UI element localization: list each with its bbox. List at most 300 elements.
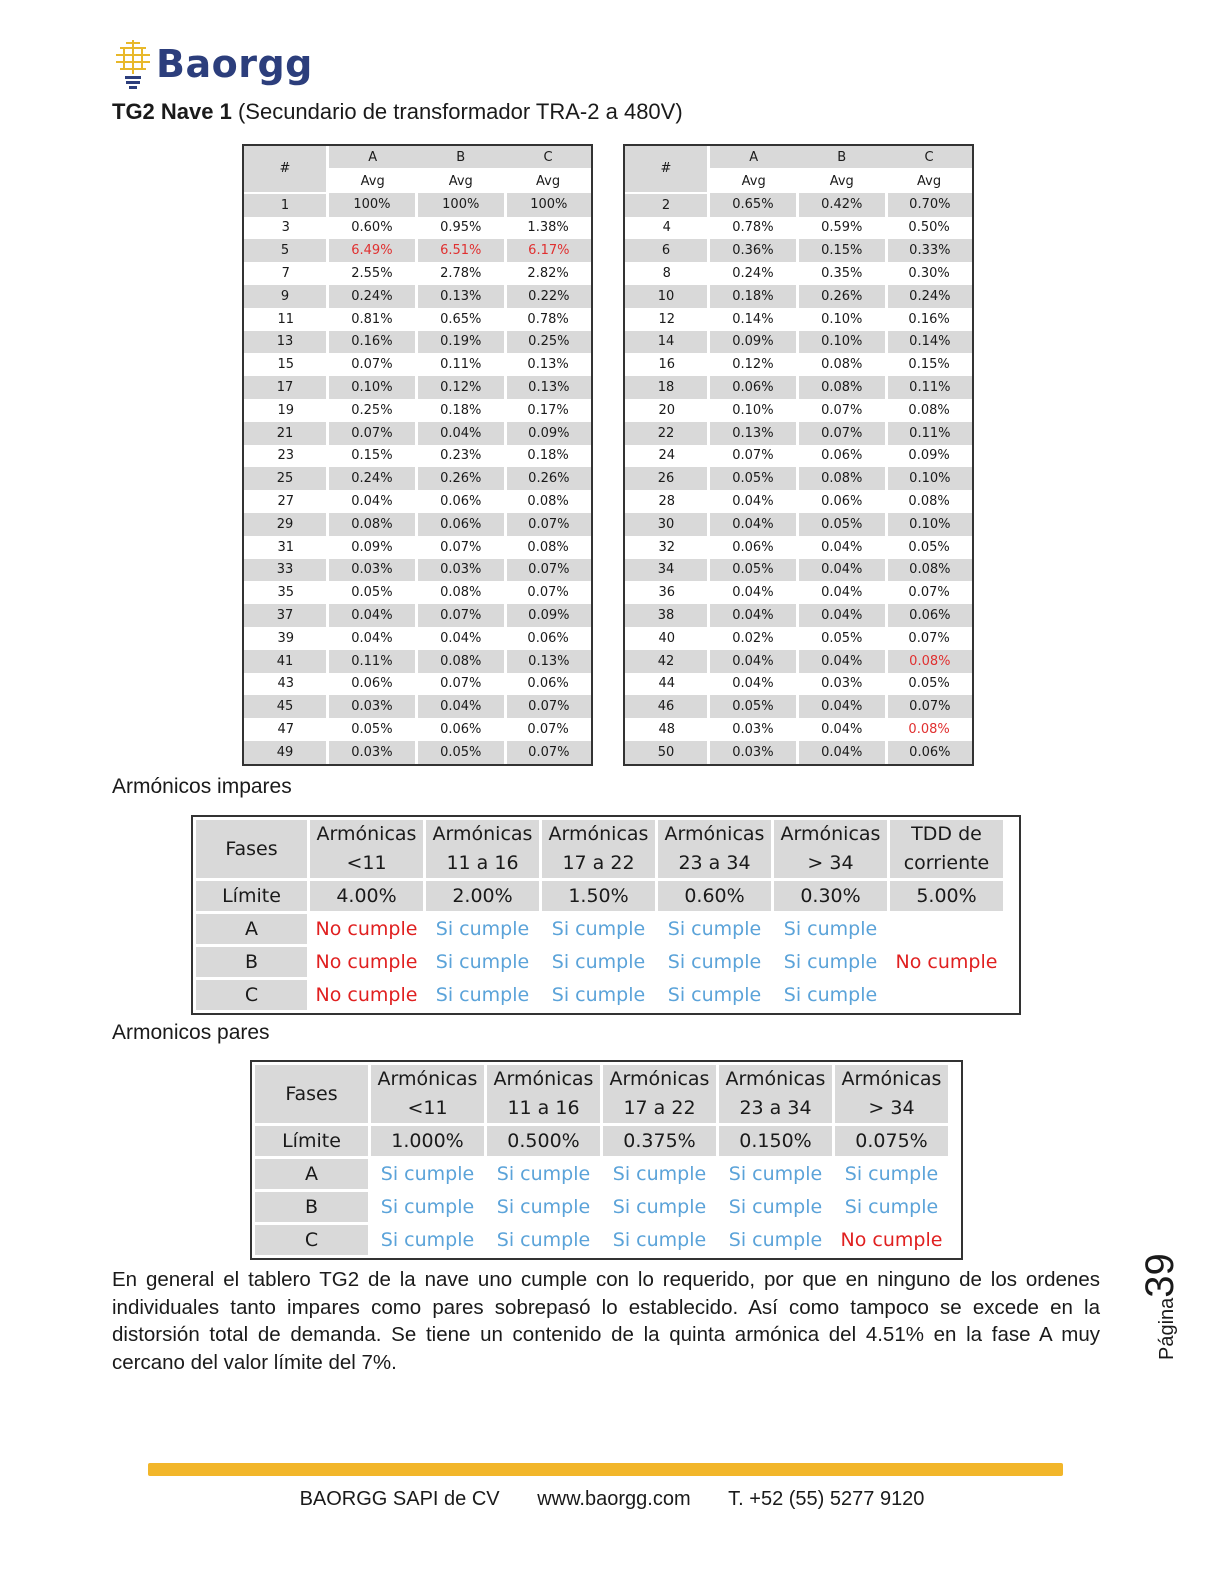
harmonic-value: 0.05%	[351, 722, 393, 738]
table-row	[625, 673, 972, 696]
phase-header: B	[797, 146, 886, 169]
harmonic-value: 0.26%	[416, 467, 505, 490]
harmonic-order: 26	[625, 467, 709, 490]
range-header	[371, 1065, 484, 1123]
harmonic-order: 45	[244, 695, 328, 718]
harmonic-value: 0.04%	[797, 604, 886, 627]
harmonic-value: 0.08%	[797, 376, 886, 399]
harmonic-value: 6.49%	[328, 239, 417, 262]
harmonic-value: 0.08%	[908, 722, 950, 738]
harmonic-value: 0.04%	[416, 695, 505, 718]
odd-section-label: Armónicos impares	[112, 775, 292, 798]
table-row	[244, 376, 591, 399]
range-header-line1: TDD de	[911, 823, 982, 845]
harmonic-order: 4	[625, 217, 709, 240]
harmonic-value: 0.09%	[505, 422, 591, 445]
harmonic-value: 0.50%	[908, 220, 950, 236]
harmonic-value: 0.06%	[821, 448, 863, 464]
harmonic-value: 0.17%	[527, 402, 569, 418]
harmonic-value: 0.05%	[821, 630, 863, 646]
harmonic-value: 0.24%	[328, 285, 417, 308]
range-header-line2: > 34	[868, 1097, 915, 1119]
harmonic-value: 0.13%	[709, 422, 798, 445]
harmonic-value: 0.19%	[416, 331, 505, 354]
harmonic-value: 0.25%	[351, 402, 393, 418]
harmonic-value: 0.08%	[328, 513, 417, 536]
harmonic-value: 0.26%	[797, 285, 886, 308]
harmonic-order: 9	[244, 285, 328, 308]
table-row	[625, 650, 972, 673]
harmonic-value: 0.08%	[527, 539, 569, 555]
harmonic-value: 0.06%	[709, 376, 798, 399]
table-row	[625, 513, 972, 536]
harmonic-value: 0.07%	[908, 630, 950, 646]
table-row	[244, 331, 591, 354]
avg-header: Avg	[797, 169, 886, 193]
range-header-line1: Armónicas	[841, 1068, 942, 1090]
range-header-line2: 17 a 22	[562, 852, 635, 874]
harmonic-order: 11	[244, 308, 328, 331]
limit-value: 4.00%	[310, 881, 423, 911]
harmonic-value: 0.13%	[527, 357, 569, 373]
table-row	[244, 627, 591, 650]
harmonic-order: 3	[244, 217, 328, 240]
table-row	[625, 718, 972, 741]
compliance-result: Si cumple	[612, 1196, 707, 1218]
table-row	[244, 581, 591, 604]
harmonic-value: 0.07%	[505, 513, 591, 536]
harmonic-value: 0.07%	[505, 695, 591, 718]
harmonic-value: 0.09%	[351, 539, 393, 555]
harmonic-value: 0.15%	[908, 357, 950, 373]
harmonic-order-header: #	[625, 146, 709, 193]
range-header-line1: Armónicas	[780, 823, 881, 845]
harmonic-value: 0.08%	[908, 402, 950, 418]
compliance-result: Si cumple	[551, 984, 646, 1006]
table-row	[625, 536, 972, 559]
compliance-result: Si cumple	[667, 918, 762, 940]
harmonic-order: 16	[625, 353, 709, 376]
table-row	[625, 331, 972, 354]
harmonic-order: 21	[244, 422, 328, 445]
harmonic-value: 0.35%	[821, 266, 863, 282]
footer	[0, 1488, 1224, 1511]
harmonic-value: 0.07%	[351, 357, 393, 373]
table-row	[625, 581, 972, 604]
range-header	[890, 820, 1003, 878]
table-row	[244, 308, 591, 331]
harmonic-value: 0.12%	[732, 357, 774, 373]
compliance-result: Si cumple	[728, 1229, 823, 1251]
page-number-value: 39	[1138, 1253, 1182, 1298]
harmonic-order: 37	[244, 604, 328, 627]
phase-label: C	[196, 980, 307, 1010]
table-row	[244, 536, 591, 559]
harmonic-value: 0.06%	[886, 741, 972, 764]
harmonic-value: 0.11%	[328, 650, 417, 673]
lightbulb-icon	[112, 38, 154, 90]
harmonic-value: 0.13%	[505, 376, 591, 399]
footer-web[interactable]: www.baorgg.com	[537, 1488, 691, 1510]
range-header-line1: Armónicas	[725, 1068, 826, 1090]
harmonic-order: 35	[244, 581, 328, 604]
harmonic-value: 0.15%	[351, 448, 393, 464]
footer-company: BAORGG SAPI de CV	[299, 1488, 500, 1510]
harmonic-value: 1.38%	[527, 220, 569, 236]
harmonic-value: 0.07%	[440, 676, 482, 692]
harmonic-order: 1	[244, 193, 328, 217]
compliance-result: Si cumple	[667, 984, 762, 1006]
limit-row	[255, 1126, 948, 1156]
harmonic-value: 0.06%	[732, 539, 774, 555]
harmonic-value: 0.07%	[505, 741, 591, 764]
table-row	[244, 399, 591, 422]
harmonic-order: 30	[625, 513, 709, 536]
phase-header: C	[505, 146, 591, 169]
brand-name: Baorgg	[156, 42, 313, 86]
harmonic-value: 0.04%	[351, 494, 393, 510]
table-row	[625, 695, 972, 718]
table-row	[244, 422, 591, 445]
harmonic-value: 0.11%	[440, 357, 482, 373]
even-compliance-table	[250, 1060, 963, 1260]
avg-header: Avg	[328, 169, 417, 193]
harmonic-value: 2.78%	[440, 266, 482, 282]
odd-harmonics-table	[242, 144, 593, 766]
harmonic-value: 0.60%	[351, 220, 393, 236]
brand-logo	[112, 38, 313, 90]
harmonic-value: 0.03%	[328, 695, 417, 718]
phase-label: B	[196, 947, 307, 977]
harmonic-order: 5	[244, 239, 328, 262]
compliance-result: Si cumple	[380, 1163, 475, 1185]
range-header-line1: Armónicas	[493, 1068, 594, 1090]
table-row	[244, 604, 591, 627]
avg-header: Avg	[709, 169, 798, 193]
table-row	[244, 673, 591, 696]
harmonic-order-header: #	[244, 146, 328, 193]
compliance-result: Si cumple	[435, 918, 530, 940]
compliance-result: Si cumple	[783, 951, 878, 973]
phase-row	[255, 1192, 948, 1222]
table-row	[625, 285, 972, 308]
harmonic-value: 6.51%	[416, 239, 505, 262]
compliance-result: Si cumple	[551, 951, 646, 973]
harmonic-value: 0.04%	[797, 741, 886, 764]
harmonic-order: 24	[625, 445, 709, 468]
range-header-line2: <11	[346, 852, 387, 874]
compliance-result: Si cumple	[496, 1163, 591, 1185]
harmonic-value: 0.05%	[416, 741, 505, 764]
table-row	[244, 353, 591, 376]
harmonic-value: 0.06%	[351, 676, 393, 692]
range-header-line2: 11 a 16	[507, 1097, 580, 1119]
compliance-result: Si cumple	[783, 984, 878, 1006]
table-row	[625, 399, 972, 422]
compliance-result: Si cumple	[496, 1196, 591, 1218]
harmonic-order: 46	[625, 695, 709, 718]
limit-value: 1.50%	[542, 881, 655, 911]
phase-header: B	[416, 146, 505, 169]
header-row	[625, 146, 972, 169]
compliance-result: Si cumple	[728, 1196, 823, 1218]
compliance-result: Si cumple	[728, 1163, 823, 1185]
phase-label: A	[196, 914, 307, 944]
harmonic-value: 0.06%	[886, 604, 972, 627]
range-header-line2: > 34	[807, 852, 854, 874]
range-header	[719, 1065, 832, 1123]
harmonic-value: 0.04%	[821, 539, 863, 555]
table-row	[625, 445, 972, 468]
table-row	[244, 718, 591, 741]
harmonic-value: 0.05%	[709, 467, 798, 490]
harmonic-value: 0.04%	[821, 722, 863, 738]
table-row	[244, 262, 591, 285]
compliance-grid	[193, 817, 1006, 1013]
harmonic-value: 0.05%	[797, 513, 886, 536]
harmonic-value: 0.14%	[886, 331, 972, 354]
compliance-grid	[252, 1062, 951, 1258]
harmonic-order: 23	[244, 445, 328, 468]
harmonic-value: 0.65%	[440, 311, 482, 327]
table-row	[244, 513, 591, 536]
harmonic-value: 0.04%	[709, 604, 798, 627]
harmonic-value: 0.04%	[328, 604, 417, 627]
harmonic-value: 0.10%	[732, 402, 774, 418]
table-row	[625, 741, 972, 764]
table-row	[625, 262, 972, 285]
range-header-line2: 23 a 34	[678, 852, 751, 874]
harmonic-value: 0.05%	[709, 559, 798, 582]
phase-row	[255, 1159, 948, 1189]
phase-label: C	[255, 1225, 368, 1255]
harmonic-value: 0.14%	[732, 311, 774, 327]
harmonic-order: 2	[625, 193, 709, 217]
limit-value: 0.500%	[487, 1126, 600, 1156]
harmonic-value: 0.06%	[527, 630, 569, 646]
limit-value: 5.00%	[890, 881, 1003, 911]
limit-value: 0.150%	[719, 1126, 832, 1156]
range-header-line2: <11	[407, 1097, 448, 1119]
harmonic-value: 0.42%	[797, 193, 886, 217]
range-header	[487, 1065, 600, 1123]
harmonic-value: 0.07%	[732, 448, 774, 464]
harmonic-order: 38	[625, 604, 709, 627]
harmonic-order: 10	[625, 285, 709, 308]
harmonic-value: 0.04%	[732, 585, 774, 601]
harmonic-order: 18	[625, 376, 709, 399]
harmonic-value: 0.07%	[908, 585, 950, 601]
harmonic-order: 42	[625, 650, 709, 673]
range-header-line1: Armónicas	[664, 823, 765, 845]
harmonic-value: 0.09%	[709, 331, 798, 354]
compliance-result: Si cumple	[380, 1196, 475, 1218]
phase-header: A	[709, 146, 798, 169]
summary-paragraph: En general el tablero TG2 de la nave uno cumple con lo requerido, por que en ninguno de los ordenes individuales tanto impares como pares sobrepasó lo establecido. Así como tampoco se excede en la distorsión total de demanda. Se tiene un contenido de la quinta armónica del 4.51% en la fase A muy cercano del valor límite del 7%.	[112, 1268, 1100, 1374]
harmonic-grid	[244, 146, 591, 764]
range-header-line2: 11 a 16	[446, 852, 519, 874]
harmonic-value: 0.07%	[821, 402, 863, 418]
table-row	[244, 559, 591, 582]
range-header-line1: Armónicas	[609, 1068, 710, 1090]
harmonic-value: 0.03%	[328, 559, 417, 582]
harmonic-value: 0.04%	[416, 422, 505, 445]
compliance-result: No cumple	[315, 918, 418, 940]
harmonic-value: 0.05%	[709, 695, 798, 718]
harmonic-value: 0.08%	[886, 650, 972, 673]
table-row	[244, 490, 591, 513]
harmonic-order: 28	[625, 490, 709, 513]
harmonic-order: 13	[244, 331, 328, 354]
header-row	[244, 146, 591, 169]
harmonic-order: 6	[625, 239, 709, 262]
table-row	[244, 467, 591, 490]
harmonic-value: 0.03%	[732, 722, 774, 738]
harmonic-value: 0.22%	[505, 285, 591, 308]
harmonic-value: 0.09%	[908, 448, 950, 464]
harmonic-value: 0.18%	[440, 402, 482, 418]
even-section-label: Armonicos pares	[112, 1021, 270, 1044]
harmonic-order: 20	[625, 399, 709, 422]
compliance-result: Si cumple	[612, 1163, 707, 1185]
compliance-result: No cumple	[840, 1229, 943, 1251]
even-harmonics-table	[623, 144, 974, 766]
phase-row	[196, 980, 1003, 1010]
harmonic-grid	[625, 146, 972, 764]
harmonic-value: 0.78%	[732, 220, 774, 236]
title-bold: TG2 Nave 1	[112, 99, 232, 124]
table-row	[244, 445, 591, 468]
range-header	[774, 820, 887, 878]
harmonic-value: 0.06%	[527, 676, 569, 692]
harmonic-value: 0.07%	[505, 559, 591, 582]
harmonic-order: 43	[244, 673, 328, 696]
harmonic-order: 27	[244, 490, 328, 513]
range-header	[310, 820, 423, 878]
harmonic-order: 50	[625, 741, 709, 764]
phase-row	[196, 947, 1003, 977]
harmonic-value: 0.04%	[797, 695, 886, 718]
range-header-line1: Armónicas	[432, 823, 533, 845]
harmonic-value: 0.07%	[440, 539, 482, 555]
page-number	[1138, 1240, 1182, 1360]
limit-value: 2.00%	[426, 881, 539, 911]
compliance-result: Si cumple	[612, 1229, 707, 1251]
harmonic-value: 100%	[416, 193, 505, 217]
table-row	[244, 193, 591, 217]
title-rest: (Secundario de transformador TRA-2 a 480V)	[231, 99, 683, 124]
range-header	[658, 820, 771, 878]
harmonic-value: 0.04%	[709, 513, 798, 536]
harmonic-order: 32	[625, 536, 709, 559]
harmonic-value: 0.04%	[797, 559, 886, 582]
harmonic-order: 49	[244, 741, 328, 764]
harmonic-value: 0.13%	[416, 285, 505, 308]
harmonic-value: 0.07%	[886, 695, 972, 718]
harmonic-value: 0.12%	[416, 376, 505, 399]
compliance-result: Si cumple	[783, 918, 878, 940]
harmonic-value: 0.11%	[886, 376, 972, 399]
range-header-line1: Armónicas	[316, 823, 417, 845]
table-row	[625, 627, 972, 650]
harmonic-value: 100%	[328, 193, 417, 217]
limit-value: 0.60%	[658, 881, 771, 911]
table-row	[244, 695, 591, 718]
avg-header: Avg	[505, 169, 591, 193]
harmonic-value: 0.03%	[416, 559, 505, 582]
table-row	[625, 467, 972, 490]
harmonic-order: 29	[244, 513, 328, 536]
harmonic-order: 33	[244, 559, 328, 582]
limit-value: 1.000%	[371, 1126, 484, 1156]
header-row	[255, 1065, 948, 1123]
page-title	[112, 99, 683, 125]
harmonic-value: 0.59%	[821, 220, 863, 236]
range-header	[426, 820, 539, 878]
phase-header: C	[886, 146, 972, 169]
compliance-result: Si cumple	[435, 951, 530, 973]
compliance-result: Si cumple	[844, 1196, 939, 1218]
compliance-result: Si cumple	[844, 1163, 939, 1185]
range-header-line1: Armónicas	[548, 823, 649, 845]
harmonic-value: 0.06%	[440, 722, 482, 738]
harmonic-value: 100%	[505, 193, 591, 217]
range-header-line2: 17 a 22	[623, 1097, 696, 1119]
harmonic-value: 0.05%	[908, 676, 950, 692]
table-row	[625, 353, 972, 376]
table-row	[244, 285, 591, 308]
table-row	[625, 422, 972, 445]
harmonic-value: 0.10%	[821, 311, 863, 327]
table-row	[625, 308, 972, 331]
limit-row	[196, 881, 1003, 911]
range-header	[835, 1065, 948, 1123]
harmonic-value: 0.06%	[416, 513, 505, 536]
harmonic-value: 0.07%	[797, 422, 886, 445]
table-row	[244, 650, 591, 673]
harmonic-order: 31	[244, 536, 328, 559]
harmonic-order: 48	[625, 718, 709, 741]
harmonic-value: 0.08%	[797, 467, 886, 490]
compliance-result: Si cumple	[551, 918, 646, 940]
table-row	[625, 559, 972, 582]
harmonic-value: 0.04%	[351, 630, 393, 646]
harmonic-value: 0.10%	[886, 513, 972, 536]
harmonic-value: 0.24%	[886, 285, 972, 308]
harmonic-value: 0.81%	[351, 311, 393, 327]
harmonic-value: 0.78%	[527, 311, 569, 327]
phase-label: B	[255, 1192, 368, 1222]
range-header-line2: corriente	[903, 852, 990, 874]
harmonic-order: 25	[244, 467, 328, 490]
range-header-line1: Armónicas	[377, 1068, 478, 1090]
harmonic-order: 34	[625, 559, 709, 582]
harmonic-value: 0.36%	[709, 239, 798, 262]
harmonic-value: 0.03%	[709, 741, 798, 764]
harmonic-order: 17	[244, 376, 328, 399]
harmonic-value: 0.06%	[440, 494, 482, 510]
header-row	[196, 820, 1003, 878]
harmonic-order: 40	[625, 627, 709, 650]
harmonic-value: 0.33%	[886, 239, 972, 262]
harmonic-value: 2.82%	[527, 266, 569, 282]
harmonic-value: 0.23%	[440, 448, 482, 464]
harmonic-value: 0.10%	[328, 376, 417, 399]
tdd-result: No cumple	[895, 951, 998, 973]
range-header	[542, 820, 655, 878]
harmonic-value: 0.04%	[797, 650, 886, 673]
harmonic-value: 0.04%	[821, 585, 863, 601]
